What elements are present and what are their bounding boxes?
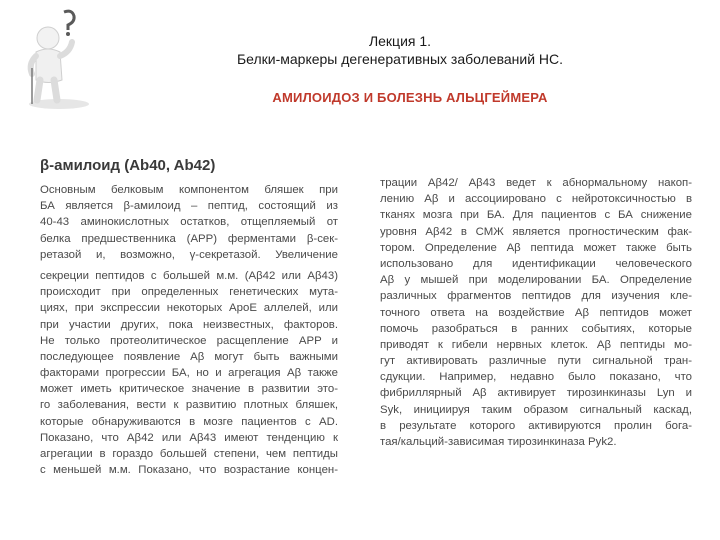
text-line: тором. Определение Aβ пептида может также быть: [380, 241, 692, 254]
text-line: гут активировать различные пути сигнальной тран-: [380, 355, 692, 368]
text-line: происходит при определенных генетических мута-: [40, 286, 338, 299]
text-line: при участии других, пока неизвестных, факторов.: [40, 318, 338, 331]
text-line: с меньшей м.м. Показано, что возрастание концен-: [40, 464, 338, 477]
left-text-column: [40, 182, 338, 478]
lecture-title: [200, 32, 600, 68]
text-line: приводят к гибели нервных клеток. Aβ пептиды мо-: [380, 338, 692, 351]
text-line: факторами прогрессии БА, но и агрегация Aβ также: [40, 367, 338, 380]
text-line: лению Aβ и ассоциировано с нейротоксичностью в: [380, 193, 692, 206]
text-line: Показано, что Aβ42 или Aβ43 имеют тенденцию к: [40, 431, 338, 444]
text-line: БА является β-амилоид – пептид, состоящий из: [40, 200, 338, 213]
text-line: фибриллярный Aβ активирует тирозинкиназы Lyn и: [380, 387, 692, 400]
text-line: помочь разобраться в ранних событиях, которые: [380, 322, 692, 335]
text-line: 40-43 аминокислотных остатков, отщепляемый от: [40, 216, 338, 229]
text-line: различных фрагментов пептидов для изучения кле-: [380, 290, 692, 303]
text-line: Основным белковым компонентом бляшек при: [40, 184, 338, 196]
text-line: использовано для идентификации человеческого: [380, 257, 692, 270]
text-line: тая/кальций-зависимая тирозинкиназа Pyk2.: [380, 436, 617, 448]
text-line: секреции пептидов с большей м.м. (Aβ42 или Aβ43): [40, 269, 338, 282]
text-line: го заболевания, вести к развитию плотных бляшек,: [40, 399, 338, 412]
text-line: может иметь критическое значение в развитии это-: [40, 383, 338, 396]
text-line: циях, при экспрессии некоторых АроЕ аллелей, или: [40, 302, 338, 315]
text-line: трации Aβ42/ Aβ43 ведет к абнормальному накоп-: [380, 177, 692, 189]
text-line: которые обнаруживаются в мозге пациентов с AD.: [40, 415, 338, 428]
text-line: белка предшественника (APP) ферментами β-сек-: [40, 232, 338, 245]
right-text-column: [380, 175, 692, 450]
text-line: ретазой и, возможно, γ-секретазой. Увеличение: [40, 248, 338, 261]
text-line: уровня Aβ42 в СМЖ является прогностическим фак-: [380, 225, 692, 238]
section-subtitle: АМИЛОИДОЗ И БОЛЕЗНЬ АЛЬЦГЕЙМЕРА: [272, 90, 548, 105]
text-line: сдукции. Например, недавно было показано, что: [380, 371, 692, 384]
text-line: Syk, инициируя таким образом сигнальный каскад,: [380, 403, 692, 416]
text-line: Не только протеолитическое расщепление APP и: [40, 334, 338, 347]
text-line: тканях мозга при БА. Для пациентов с БА снижение: [380, 209, 692, 222]
text-line: Aβ у мышей при моделировании БА. Определение: [380, 274, 692, 287]
question-figure-icon: [20, 8, 98, 110]
lecture-number: Лекция 1.: [368, 33, 432, 49]
lecture-topic: Белки-маркеры дегенеративных заболеваний НС.: [236, 51, 564, 67]
section-heading: β-амилоид (Ab40, Ab42): [40, 157, 216, 174]
text-line: точного ответа на воздействие Aβ пептидов может: [380, 306, 692, 319]
text-line: последующее появление Aβ могут быть важными: [40, 350, 338, 363]
text-line: агрегации в гораздо большей степени, чем пептиды: [40, 448, 338, 460]
text-line: в результате которого активируются пролин бога-: [380, 419, 692, 432]
